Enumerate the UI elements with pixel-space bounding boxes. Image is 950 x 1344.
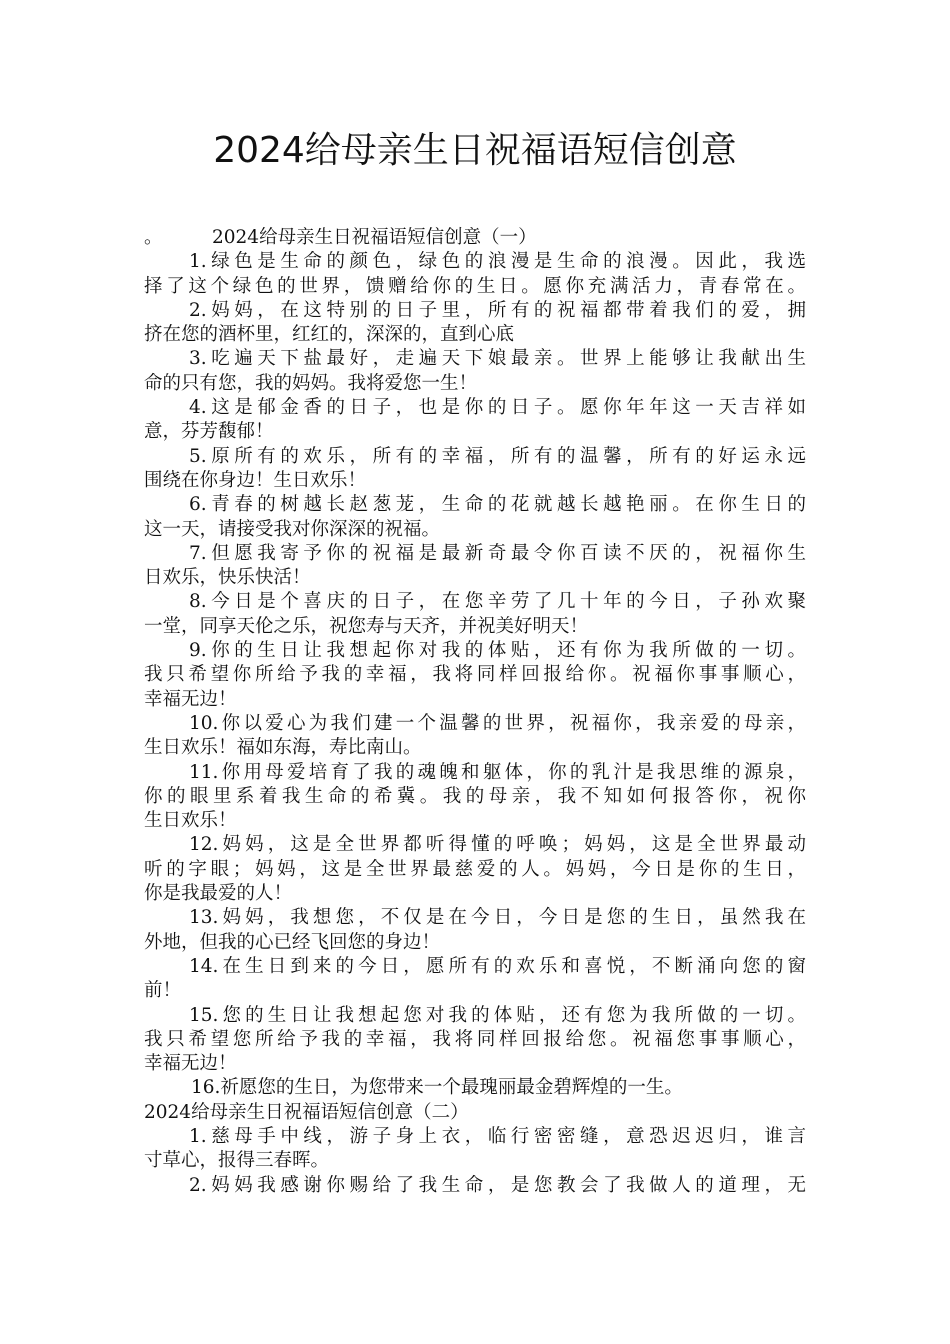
text-line	[144, 493, 806, 517]
line-text: 幸福无边！	[144, 1053, 237, 1075]
line-text: 12.妈妈，这是全世界都听得懂的呼唤；妈妈，这是全世界最动	[189, 834, 806, 856]
line-text: 你的眼里系着我生命的希冀。我的母亲，我不知如何报答你，祝你	[144, 785, 806, 807]
line-text: 9.你的生日让我想起你对我的体贴，还有你为我所做的一切。	[189, 640, 806, 662]
line-text: 8.今日是个喜庆的日子，在您辛劳了几十年的今日，子孙欢聚	[189, 591, 806, 613]
line-text: 4.这是郁金香的日子，也是你的日子。愿你年年这一天吉祥如	[189, 397, 806, 419]
text-line	[144, 688, 806, 712]
line-text: 我只希望你所给予我的幸福，我将同样回报给你。祝福你事事顺心，	[144, 664, 806, 686]
text-line	[144, 1101, 806, 1125]
line-text: 意，芬芳馥郁！	[144, 421, 274, 443]
line-text: 择了这个绿色的世界，馈赠给你的生日。愿你充满活力，青春常在。	[144, 275, 806, 297]
text-line	[144, 469, 806, 493]
line-text: 10.你以爱心为我们建一个温馨的世界，祝福你，我亲爱的母亲，	[189, 712, 806, 734]
line-text: 7.但愿我寄予你的祝福是最新奇最令你百读不厌的，祝福你生	[189, 542, 806, 564]
line-text: 听的字眼；妈妈，这是全世界最慈爱的人。妈妈，今日是你的生日，	[144, 858, 806, 880]
line-text: 你是我最爱的人！	[144, 883, 293, 905]
line-text: 挤在您的酒杯里，红红的，深深的，直到心底	[144, 324, 515, 346]
line-text: 2.妈妈我感谢你赐给了我生命，是您教会了我做人的道理，无	[189, 1174, 806, 1196]
line-text: 2024给母亲生日祝福语短信创意（二）	[144, 1101, 469, 1123]
text-line	[144, 445, 806, 469]
line-text: 11.你用母爱培育了我的魂魄和躯体，你的乳汁是我思维的源泉，	[189, 761, 806, 783]
text-line	[144, 1174, 806, 1198]
line-text: 生日欢乐！福如东海，寿比南山。	[144, 737, 422, 759]
text-line	[144, 1052, 806, 1076]
line-text: 日欢乐，快乐快活！	[144, 567, 311, 589]
text-line	[144, 931, 806, 955]
line-text: 我只希望您所给予我的幸福，我将同样回报给您。祝福您事事顺心，	[144, 1028, 806, 1050]
line-text: 生日欢乐！	[144, 810, 237, 832]
document-body	[144, 226, 806, 1198]
line-text: 13.妈妈，我想您，不仅是在今日，今日是您的生日，虽然我在	[189, 907, 806, 929]
text-line	[144, 566, 806, 590]
line-text: 1.慈母手中线，游子身上衣，临行密密缝，意恐迟迟归，谁言	[189, 1125, 806, 1147]
text-line	[144, 250, 806, 274]
text-line	[144, 785, 806, 809]
text-line	[144, 663, 806, 687]
text-line	[144, 906, 806, 930]
line-text: 16.祈愿您的生日，为您带来一个最瑰丽最金碧辉煌的一生。	[191, 1077, 683, 1099]
text-line	[144, 1028, 806, 1052]
line-text: 外地，但我的心已经飞回您的身边！	[144, 931, 441, 953]
line-text: 3.吃遍天下盐最好，走遍天下娘最亲。世界上能够让我献出生	[189, 348, 806, 370]
text-line	[144, 761, 806, 785]
text-line	[144, 736, 806, 760]
line-text: 2.妈妈，在这特别的日子里，所有的祝福都带着我们的爱，拥	[189, 299, 806, 321]
text-line	[144, 979, 806, 1003]
text-line	[144, 615, 806, 639]
text-line	[144, 955, 806, 979]
text-line	[144, 518, 806, 542]
line-text: 寸草心，报得三春晖。	[144, 1150, 330, 1172]
text-line	[144, 712, 806, 736]
text-line	[144, 323, 806, 347]
text-line	[144, 226, 806, 250]
text-line	[144, 1125, 806, 1149]
text-line	[144, 347, 806, 371]
document-title: 2024给母亲生日祝福语短信创意	[213, 130, 737, 171]
text-line	[144, 833, 806, 857]
line-text: 命的只有您，我的妈妈。我将爱您一生！	[144, 372, 478, 394]
line-text: 15.您的生日让我想起您对我的体贴，还有您为我所做的一切。	[189, 1004, 806, 1026]
text-line	[144, 1149, 806, 1173]
text-line	[144, 809, 806, 833]
text-line	[144, 420, 806, 444]
text-line	[144, 542, 806, 566]
text-line	[144, 299, 806, 323]
text-line	[144, 372, 806, 396]
line-text: 2024给母亲生日祝福语短信创意（一）	[212, 227, 537, 248]
text-line	[144, 882, 806, 906]
text-line	[144, 590, 806, 614]
line-text: 一堂，同享天伦之乐，祝您寿与天齐，并祝美好明天！	[144, 615, 589, 637]
line-text: 1.绿色是生命的颜色，绿色的浪漫是生命的浪漫。因此，我选	[189, 251, 806, 273]
line-text: 幸福无边！	[144, 688, 237, 710]
text-line	[144, 858, 806, 882]
text-line	[144, 396, 806, 420]
text-line	[144, 639, 806, 663]
line-text: 前！	[144, 980, 182, 1002]
text-line	[144, 1076, 806, 1100]
line-text: 14.在生日到来的今日，愿所有的欢乐和喜悦，不断涌向您的窗	[189, 955, 806, 977]
line-text: 这一天，请接受我对你深深的祝福。	[144, 518, 441, 540]
lead-mark: 。	[144, 227, 163, 248]
text-line	[144, 275, 806, 299]
line-text: 5.原所有的欢乐，所有的幸福，所有的温馨，所有的好运永远	[189, 445, 806, 467]
line-text: 6.青春的树越长赵葱茏，生命的花就越长越艳丽。在你生日的	[189, 494, 806, 516]
line-text: 围绕在你身边！生日欢乐！	[144, 469, 367, 491]
text-line	[144, 1004, 806, 1028]
